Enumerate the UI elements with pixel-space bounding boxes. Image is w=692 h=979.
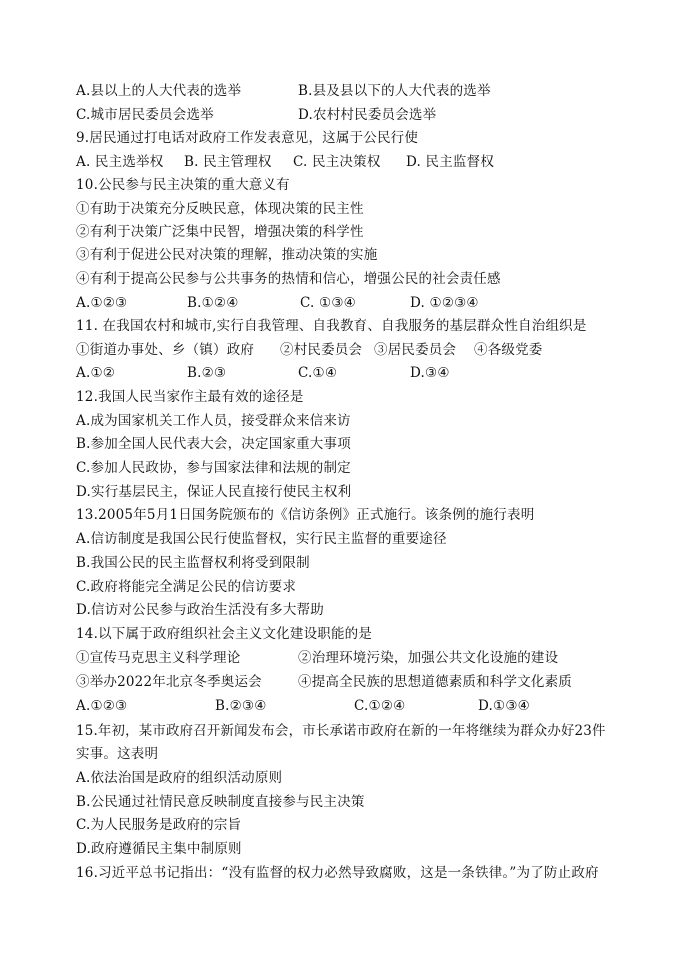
option-d: D.农村村民委员会选举: [298, 107, 437, 123]
question-9: 9.居民通过打电话对政府工作发表意见，这属于公民行使: [76, 130, 419, 146]
option-a: A. 民主选举权: [76, 154, 164, 170]
q10-statement-4: ④有利于提高公民参与公共事务的热情和信心，增强公民的社会责任感: [76, 271, 501, 287]
statement-3: ③举办2022年北京冬季奥运会: [76, 674, 262, 690]
q15-option-a: A.依法治国是政府的组织活动原则: [76, 770, 283, 786]
q13-option-c: C.政府将能完全满足公民的信访要求: [76, 579, 297, 595]
option-a: A.县以上的人大代表的选举: [76, 83, 242, 99]
option-d: D. 民主监督权: [406, 154, 495, 170]
statement-1: ①街道办事处、乡（镇）政府: [76, 342, 255, 358]
statement-2: ②治理环境污染，加强公共文化设施的建设: [298, 650, 559, 666]
question-15-continued: 实事。这表明: [76, 746, 159, 762]
option-c: C.①②④: [354, 698, 406, 714]
option-b: B.县及县以下的人大代表的选举: [298, 83, 491, 99]
statement-3: ③居民委员会: [374, 342, 457, 358]
option-c: C. ①③④: [300, 295, 356, 311]
option-d: D.③④: [410, 365, 450, 381]
q15-option-d: D.政府遵循民主集中制原则: [76, 841, 242, 857]
q12-option-b: B.参加全国人民代表大会，决定国家重大事项: [76, 436, 351, 452]
option-b: B. 民主管理权: [184, 154, 272, 170]
option-b: B.②③④: [215, 698, 267, 714]
q10-statement-1: ①有助于决策充分反映民意，体现决策的民主性: [76, 201, 364, 217]
statement-4: ④提高全民族的思想道德素质和科学文化素质: [298, 674, 572, 690]
q15-option-c: C.为人民服务是政府的宗旨: [76, 817, 242, 833]
option-a: A.①②: [76, 365, 116, 381]
statement-1: ①宣传马克思主义科学理论: [76, 650, 241, 666]
question-12: 12.我国人民当家作主最有效的途径是: [76, 389, 304, 405]
statement-2: ②村民委员会: [280, 342, 363, 358]
option-d: D. ①②③④: [410, 295, 479, 311]
q13-option-a: A.信访制度是我国公民行使监督权，实行民主监督的重要途径: [76, 531, 447, 547]
q13-option-b: B.我国公民的民主监督权利将受到限制: [76, 555, 310, 571]
option-b: B.①②④: [187, 295, 239, 311]
option-b: B.②③: [187, 365, 227, 381]
option-c: C.城市居民委员会选举: [76, 107, 214, 123]
option-d: D.①③④: [478, 698, 530, 714]
question-16: 16.习近平总书记指出：“没有监督的权力必然导致腐败，这是一条铁律。”为了防止政府: [76, 865, 599, 881]
question-14: 14.以下属于政府组织社会主义文化建设职能的是: [76, 626, 373, 642]
q12-option-a: A.成为国家机关工作人员，接受群众来信来访: [76, 413, 351, 429]
q15-option-b: B.公民通过社情民意反映制度直接参与民主决策: [76, 794, 365, 810]
question-10: 10.公民参与民主决策的重大意义有: [76, 177, 290, 193]
option-a: A.①②③: [76, 698, 128, 714]
question-15: 15.年初，某市政府召开新闻发布会，市长承诺市政府在新的一年将继续为群众办好23件: [76, 723, 606, 739]
q12-option-c: C.参加人民政协，参与国家法律和法规的制定: [76, 460, 351, 476]
q12-option-d: D.实行基层民主，保证人民直接行使民主权利: [76, 484, 352, 500]
q10-statement-3: ③有利于促进公民对决策的理解，推动决策的实施: [76, 247, 378, 263]
question-13: 13.2005年5月1日国务院颁布的《信访条例》正式施行。该条例的施行表明: [76, 507, 535, 523]
option-a: A.①②③: [76, 295, 128, 311]
option-c: C.①④: [298, 365, 338, 381]
q10-statement-2: ②有利于决策广泛集中民智，增强决策的科学性: [76, 224, 364, 240]
q13-option-d: D.信访对公民参与政治生活没有多大帮助: [76, 602, 324, 618]
question-11: 11. 在我国农村和城市,实行自我管理、自我教育、自我服务的基层群众性自治组织是: [76, 318, 587, 334]
statement-4: ④各级党委: [474, 342, 543, 358]
option-c: C. 民主决策权: [293, 154, 381, 170]
